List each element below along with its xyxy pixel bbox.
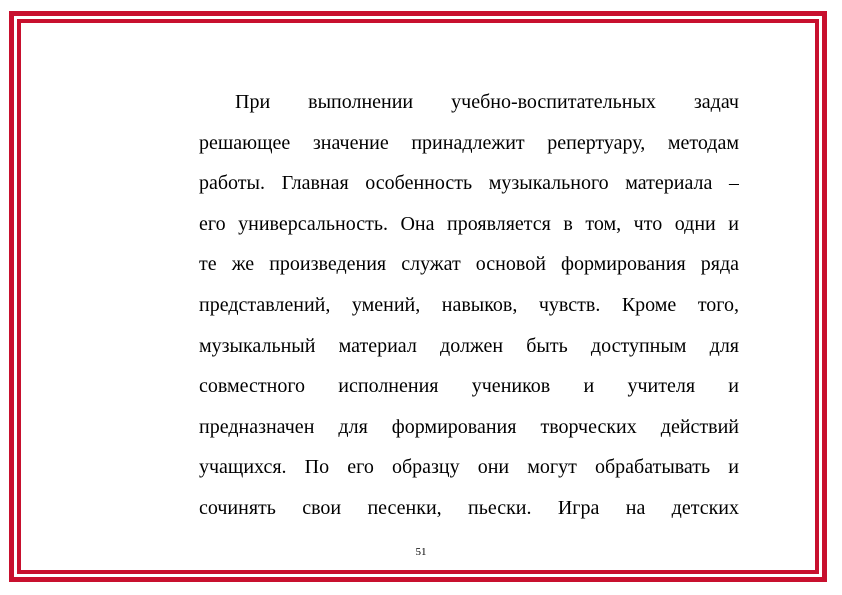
body-text — [199, 82, 739, 529]
text-line-5: те же произведения служат основой формирования ряда — [199, 253, 739, 276]
text-line-11: сочинять свои песенки, пьески. Игра на детских — [199, 496, 739, 519]
text-line-10: учащихся. По его образцу они могут обрабатывать и — [199, 456, 739, 479]
text-line-3: работы. Главная особенность музыкального материала – — [199, 172, 739, 195]
text-line-8: совместного исполнения учеников и учителя и — [199, 375, 739, 398]
text-line-1: При выполнении учебно-воспитательных задач — [235, 91, 739, 113]
text-line-9: предназначен для формирования творческих действий — [199, 415, 739, 438]
text-line-4: его универсальность. Она проявляется в том, что одни и — [199, 212, 739, 235]
page-number: 51 — [415, 546, 427, 558]
text-line-2: решающее значение принадлежит репертуару, методам — [199, 131, 739, 154]
text-line-7: музыкальный материал должен быть доступным для — [199, 334, 739, 357]
text-line-6: представлений, умений, навыков, чувств. Кроме того, — [199, 293, 739, 316]
